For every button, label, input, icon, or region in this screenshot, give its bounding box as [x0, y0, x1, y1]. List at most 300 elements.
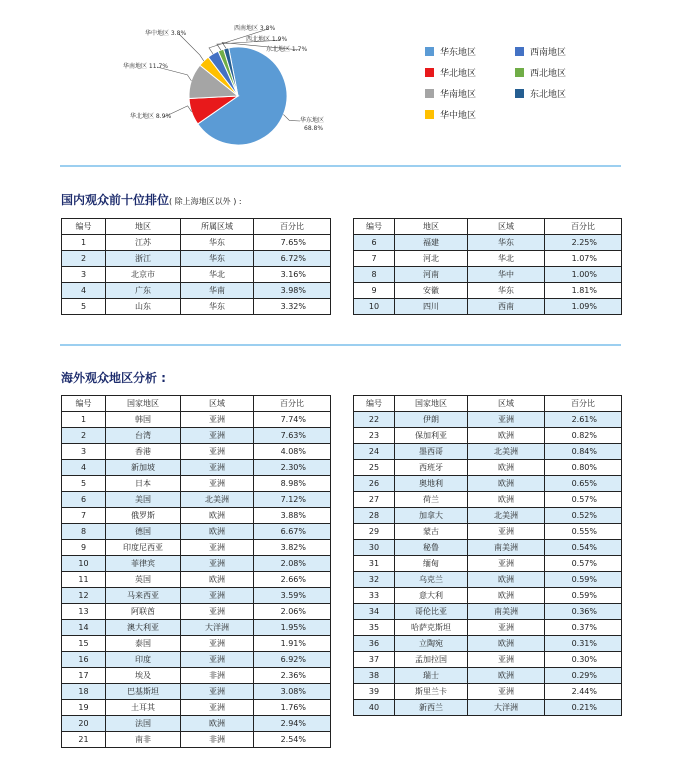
section-divider	[60, 165, 621, 167]
table-row	[62, 540, 331, 556]
column-header: 国家地区	[395, 396, 468, 412]
legend-label: 西南地区	[530, 48, 567, 58]
table-row	[62, 620, 331, 636]
percent-cell: 3.88%	[254, 508, 331, 524]
area-cell: 亚洲	[181, 700, 254, 716]
legend-item	[515, 87, 566, 100]
rank-cell: 14	[62, 620, 106, 636]
percent-cell: 2.30%	[254, 460, 331, 476]
area-cell: 欧洲	[468, 572, 545, 588]
rank-cell: 8	[62, 524, 106, 540]
area-cell: 亚洲	[181, 540, 254, 556]
table-row	[62, 508, 331, 524]
column-header: 地区	[106, 219, 181, 235]
area-cell: 亚洲	[181, 476, 254, 492]
table-header-row	[354, 219, 622, 235]
percent-cell: 0.52%	[545, 508, 622, 524]
overseas-title: 海外观众地区分析 :	[61, 371, 166, 385]
pie-label-value: 68.8%	[304, 125, 324, 132]
table-row	[354, 476, 622, 492]
region-cell: 法国	[106, 716, 181, 732]
section-divider	[60, 344, 621, 346]
domestic-title-text: 国内观众前十位排位	[61, 193, 170, 207]
table-row	[62, 588, 331, 604]
percent-cell: 0.57%	[545, 556, 622, 572]
rank-cell: 37	[354, 652, 395, 668]
overseas-table-right	[353, 395, 622, 716]
area-cell: 欧洲	[468, 492, 545, 508]
area-cell: 华北	[181, 267, 254, 283]
table-row	[62, 716, 331, 732]
area-cell: 北美洲	[181, 492, 254, 508]
percent-cell: 1.00%	[545, 267, 622, 283]
table-row	[354, 556, 622, 572]
rank-cell: 16	[62, 652, 106, 668]
pie-label-value: 3.8%	[259, 25, 276, 32]
percent-cell: 2.66%	[254, 572, 331, 588]
legend-swatch	[515, 68, 524, 77]
area-cell: 欧洲	[468, 460, 545, 476]
pie-legend	[425, 45, 595, 130]
pie-label-1	[300, 117, 324, 133]
table-row	[354, 267, 622, 283]
region-cell: 福建	[395, 235, 468, 251]
region-cell: 台湾	[106, 428, 181, 444]
region-cell: 江苏	[106, 235, 181, 251]
percent-cell: 0.55%	[545, 524, 622, 540]
area-cell: 西南	[468, 299, 545, 315]
percent-cell: 0.29%	[545, 668, 622, 684]
rank-cell: 5	[62, 299, 106, 315]
percent-cell: 0.59%	[545, 588, 622, 604]
area-cell: 亚洲	[181, 588, 254, 604]
table-row	[62, 267, 331, 283]
area-cell: 南美洲	[468, 540, 545, 556]
table-row	[354, 620, 622, 636]
percent-cell: 1.81%	[545, 283, 622, 299]
pie-label-7	[266, 46, 307, 54]
table-row	[62, 732, 331, 748]
percent-cell: 2.25%	[545, 235, 622, 251]
overseas-table-left	[61, 395, 331, 748]
domestic-title	[61, 191, 242, 208]
region-cell: 保加利亚	[395, 428, 468, 444]
pie-label-5	[234, 25, 275, 33]
percent-cell: 3.16%	[254, 267, 331, 283]
legend-item	[515, 66, 566, 79]
table-row	[354, 508, 622, 524]
table-row	[62, 524, 331, 540]
percent-cell: 1.76%	[254, 700, 331, 716]
legend-item	[425, 87, 476, 100]
rank-cell: 29	[354, 524, 395, 540]
percent-cell: 2.61%	[545, 412, 622, 428]
rank-cell: 38	[354, 668, 395, 684]
region-cell: 泰国	[106, 636, 181, 652]
pie-label-3	[123, 63, 168, 71]
region-cell: 印度尼西亚	[106, 540, 181, 556]
region-cell: 蒙古	[395, 524, 468, 540]
area-cell: 亚洲	[468, 684, 545, 700]
region-cell: 印度	[106, 652, 181, 668]
column-header: 区域	[468, 396, 545, 412]
percent-cell: 1.95%	[254, 620, 331, 636]
legend-item	[425, 108, 476, 121]
table-row	[62, 251, 331, 267]
column-header: 地区	[395, 219, 468, 235]
area-cell: 欧洲	[468, 588, 545, 604]
area-cell: 亚洲	[181, 428, 254, 444]
rank-cell: 19	[62, 700, 106, 716]
percent-cell: 1.91%	[254, 636, 331, 652]
rank-cell: 31	[354, 556, 395, 572]
percent-cell: 7.63%	[254, 428, 331, 444]
pie-label-name: 西南地区	[234, 25, 260, 32]
legend-label: 华北地区	[440, 69, 477, 79]
rank-cell: 35	[354, 620, 395, 636]
table-row	[354, 700, 622, 716]
rank-cell: 7	[354, 251, 395, 267]
area-cell: 非洲	[181, 732, 254, 748]
table-row	[354, 460, 622, 476]
rank-cell: 6	[354, 235, 395, 251]
rank-cell: 3	[62, 444, 106, 460]
column-header: 国家地区	[106, 396, 181, 412]
region-cell: 哥伦比亚	[395, 604, 468, 620]
table-row	[62, 235, 331, 251]
rank-cell: 8	[354, 267, 395, 283]
percent-cell: 0.57%	[545, 492, 622, 508]
rank-cell: 10	[354, 299, 395, 315]
percent-cell: 2.44%	[545, 684, 622, 700]
area-cell: 大洋洲	[468, 700, 545, 716]
area-cell: 亚洲	[181, 652, 254, 668]
area-cell: 亚洲	[181, 412, 254, 428]
percent-cell: 8.98%	[254, 476, 331, 492]
table-row	[62, 444, 331, 460]
region-cell: 奥地利	[395, 476, 468, 492]
region-cell: 香港	[106, 444, 181, 460]
region-cell: 阿联酋	[106, 604, 181, 620]
legend-swatch	[425, 47, 434, 56]
percent-cell: 2.94%	[254, 716, 331, 732]
rank-cell: 1	[62, 235, 106, 251]
percent-cell: 2.54%	[254, 732, 331, 748]
table-row	[354, 588, 622, 604]
pie-label-value: 11.7%	[148, 63, 168, 70]
area-cell: 华中	[468, 267, 545, 283]
rank-cell: 9	[62, 540, 106, 556]
percent-cell: 3.82%	[254, 540, 331, 556]
column-header: 区域	[181, 396, 254, 412]
table-row	[62, 684, 331, 700]
rank-cell: 22	[354, 412, 395, 428]
rank-cell: 24	[354, 444, 395, 460]
table-row	[62, 604, 331, 620]
rank-cell: 21	[62, 732, 106, 748]
legend-swatch	[515, 89, 524, 98]
region-cell: 新加坡	[106, 460, 181, 476]
area-cell: 亚洲	[181, 684, 254, 700]
region-cell: 韩国	[106, 412, 181, 428]
pie-label-name: 华南地区	[123, 63, 149, 70]
domestic-subtitle: ( 除上海地区以外 ) :	[169, 197, 242, 206]
region-cell: 美国	[106, 492, 181, 508]
region-cell: 意大利	[395, 588, 468, 604]
rank-cell: 3	[62, 267, 106, 283]
rank-cell: 34	[354, 604, 395, 620]
area-cell: 亚洲	[181, 604, 254, 620]
rank-cell: 1	[62, 412, 106, 428]
region-cell: 斯里兰卡	[395, 684, 468, 700]
rank-cell: 4	[62, 283, 106, 299]
legend-item	[515, 45, 566, 58]
rank-cell: 6	[62, 492, 106, 508]
pie-leader-line	[179, 34, 204, 61]
table-row	[354, 668, 622, 684]
region-cell: 北京市	[106, 267, 181, 283]
legend-item	[425, 45, 476, 58]
rank-cell: 39	[354, 684, 395, 700]
pie-label-value: 3.8%	[170, 30, 187, 37]
region-cell: 乌克兰	[395, 572, 468, 588]
percent-cell: 0.82%	[545, 428, 622, 444]
percent-cell: 1.07%	[545, 251, 622, 267]
table-row	[354, 524, 622, 540]
table-row	[354, 684, 622, 700]
column-header: 区域	[468, 219, 545, 235]
region-cell: 西班牙	[395, 460, 468, 476]
table-row	[354, 540, 622, 556]
percent-cell: 3.98%	[254, 283, 331, 299]
rank-cell: 5	[62, 476, 106, 492]
percent-cell: 7.74%	[254, 412, 331, 428]
column-header: 编号	[354, 219, 395, 235]
percent-cell: 0.59%	[545, 572, 622, 588]
pie-label-4	[145, 30, 186, 38]
rank-cell: 27	[354, 492, 395, 508]
area-cell: 亚洲	[468, 556, 545, 572]
legend-label: 华中地区	[440, 111, 477, 121]
pie-label-name: 华北地区	[130, 113, 156, 120]
region-cell: 澳大利亚	[106, 620, 181, 636]
rank-cell: 23	[354, 428, 395, 444]
area-cell: 华东	[468, 283, 545, 299]
area-cell: 亚洲	[468, 652, 545, 668]
rank-cell: 2	[62, 251, 106, 267]
region-cell: 英国	[106, 572, 181, 588]
area-cell: 亚洲	[181, 460, 254, 476]
region-cell: 秘鲁	[395, 540, 468, 556]
legend-item	[425, 66, 476, 79]
table-row	[62, 428, 331, 444]
legend-swatch	[515, 47, 524, 56]
column-header: 百分比	[254, 219, 331, 235]
pie-label-name: 华中地区	[145, 30, 171, 37]
area-cell: 非洲	[181, 668, 254, 684]
area-cell: 欧洲	[181, 716, 254, 732]
pie-label-2	[130, 113, 171, 121]
region-cell: 伊朗	[395, 412, 468, 428]
table-header-row	[62, 396, 331, 412]
column-header: 百分比	[545, 219, 622, 235]
domestic-table-left	[61, 218, 331, 315]
percent-cell: 3.32%	[254, 299, 331, 315]
rank-cell: 18	[62, 684, 106, 700]
legend-swatch	[425, 89, 434, 98]
rank-cell: 36	[354, 636, 395, 652]
region-cell: 墨西哥	[395, 444, 468, 460]
region-cell: 哈萨克斯坦	[395, 620, 468, 636]
region-pie-chart	[100, 15, 350, 155]
rank-cell: 13	[62, 604, 106, 620]
table-row	[354, 652, 622, 668]
rank-cell: 26	[354, 476, 395, 492]
column-header: 编号	[62, 396, 106, 412]
pie-label-name: 华东地区	[300, 117, 325, 124]
region-cell: 荷兰	[395, 492, 468, 508]
region-cell: 河北	[395, 251, 468, 267]
region-cell: 加拿大	[395, 508, 468, 524]
percent-cell: 2.08%	[254, 556, 331, 572]
area-cell: 亚洲	[468, 524, 545, 540]
table-row	[354, 572, 622, 588]
rank-cell: 20	[62, 716, 106, 732]
percent-cell: 3.59%	[254, 588, 331, 604]
percent-cell: 6.72%	[254, 251, 331, 267]
area-cell: 华南	[181, 283, 254, 299]
percent-cell: 6.92%	[254, 652, 331, 668]
percent-cell: 3.08%	[254, 684, 331, 700]
table-row	[62, 283, 331, 299]
region-cell: 安徽	[395, 283, 468, 299]
region-cell: 菲律宾	[106, 556, 181, 572]
area-cell: 华东	[181, 251, 254, 267]
area-cell: 欧洲	[468, 636, 545, 652]
column-header: 百分比	[545, 396, 622, 412]
region-cell: 河南	[395, 267, 468, 283]
rank-cell: 17	[62, 668, 106, 684]
area-cell: 欧洲	[181, 524, 254, 540]
region-cell: 浙江	[106, 251, 181, 267]
area-cell: 北美洲	[468, 508, 545, 524]
rank-cell: 30	[354, 540, 395, 556]
percent-cell: 0.54%	[545, 540, 622, 556]
area-cell: 北美洲	[468, 444, 545, 460]
table-row	[62, 476, 331, 492]
area-cell: 亚洲	[181, 444, 254, 460]
area-cell: 华东	[181, 299, 254, 315]
domestic-table-right	[353, 218, 622, 315]
rank-cell: 28	[354, 508, 395, 524]
table-row	[354, 428, 622, 444]
area-cell: 欧洲	[181, 572, 254, 588]
area-cell: 欧洲	[468, 476, 545, 492]
region-cell: 南非	[106, 732, 181, 748]
area-cell: 华东	[468, 235, 545, 251]
rank-cell: 2	[62, 428, 106, 444]
table-row	[62, 636, 331, 652]
table-row	[62, 412, 331, 428]
legend-swatch	[425, 68, 434, 77]
table-row	[62, 556, 331, 572]
table-row	[62, 700, 331, 716]
percent-cell: 0.30%	[545, 652, 622, 668]
table-row	[354, 299, 622, 315]
percent-cell: 0.21%	[545, 700, 622, 716]
percent-cell: 1.09%	[545, 299, 622, 315]
rank-cell: 9	[354, 283, 395, 299]
percent-cell: 7.65%	[254, 235, 331, 251]
rank-cell: 4	[62, 460, 106, 476]
area-cell: 南美洲	[468, 604, 545, 620]
rank-cell: 33	[354, 588, 395, 604]
pie-label-value: 1.9%	[271, 36, 288, 43]
area-cell: 亚洲	[181, 556, 254, 572]
region-cell: 马来西亚	[106, 588, 181, 604]
percent-cell: 7.12%	[254, 492, 331, 508]
pie-label-name: 东北地区	[266, 46, 292, 53]
percent-cell: 0.65%	[545, 476, 622, 492]
rank-cell: 25	[354, 460, 395, 476]
region-cell: 广东	[106, 283, 181, 299]
legend-swatch	[425, 110, 434, 119]
pie-label-name: 西北地区	[246, 36, 272, 43]
area-cell: 华东	[181, 235, 254, 251]
table-header-row	[354, 396, 622, 412]
region-cell: 立陶宛	[395, 636, 468, 652]
column-header: 所属区域	[181, 219, 254, 235]
region-cell: 巴基斯坦	[106, 684, 181, 700]
percent-cell: 2.06%	[254, 604, 331, 620]
region-cell: 缅甸	[395, 556, 468, 572]
column-header: 百分比	[254, 396, 331, 412]
table-row	[354, 283, 622, 299]
column-header: 编号	[354, 396, 395, 412]
percent-cell: 0.37%	[545, 620, 622, 636]
percent-cell: 6.67%	[254, 524, 331, 540]
area-cell: 欧洲	[468, 668, 545, 684]
column-header: 编号	[62, 219, 106, 235]
pie-leader-line	[283, 114, 300, 121]
legend-label: 华南地区	[440, 90, 477, 100]
table-row	[354, 636, 622, 652]
table-row	[62, 668, 331, 684]
percent-cell: 2.36%	[254, 668, 331, 684]
region-cell: 新西兰	[395, 700, 468, 716]
rank-cell: 7	[62, 508, 106, 524]
area-cell: 亚洲	[468, 412, 545, 428]
region-cell: 瑞士	[395, 668, 468, 684]
region-cell: 埃及	[106, 668, 181, 684]
percent-cell: 0.84%	[545, 444, 622, 460]
area-cell: 大洋洲	[181, 620, 254, 636]
table-row	[62, 652, 331, 668]
rank-cell: 32	[354, 572, 395, 588]
area-cell: 欧洲	[181, 508, 254, 524]
table-row	[62, 492, 331, 508]
table-row	[354, 492, 622, 508]
rank-cell: 11	[62, 572, 106, 588]
table-row	[62, 299, 331, 315]
table-row	[354, 251, 622, 267]
pie-svg	[100, 15, 350, 155]
rank-cell: 10	[62, 556, 106, 572]
area-cell: 华北	[468, 251, 545, 267]
table-header-row	[62, 219, 331, 235]
table-row	[354, 444, 622, 460]
rank-cell: 40	[354, 700, 395, 716]
